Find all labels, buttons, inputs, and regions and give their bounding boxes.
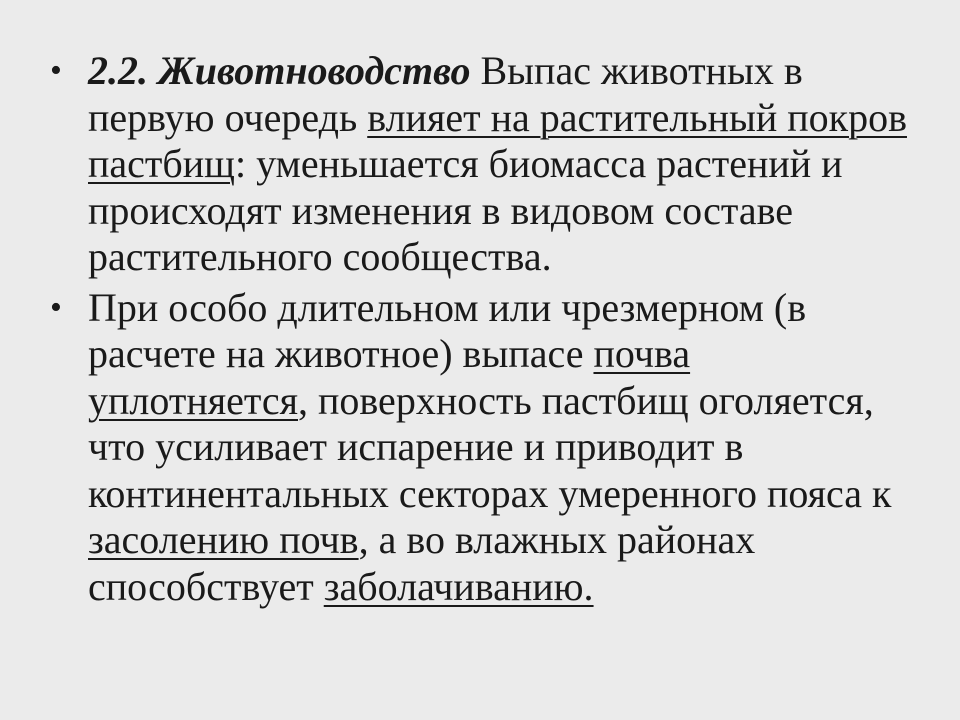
bullet-list — [50, 48, 910, 614]
underlined-term-vegetation-impact: влияет на растительный покров пастбищ — [88, 94, 907, 186]
body-text: При особо длительном или чрезмерном (в расчете на животное) выпасе — [88, 284, 807, 376]
body-text: , а во влажных районах способствует — [88, 517, 756, 609]
body-text: , поверхность пастбищ оголяется, что усиливает испарение и приводит в континентальных секторах умеренного пояса к — [88, 377, 892, 516]
bullet-item-livestock — [50, 48, 910, 281]
section-heading: 2.2. Животноводство — [88, 48, 471, 93]
bullet-icon: • — [50, 52, 62, 89]
bullet-item-overgrazing — [50, 285, 910, 611]
underlined-term-soil-compaction: почва уплотняется — [88, 331, 691, 423]
body-text: Выпас животных в первую очередь — [88, 48, 803, 140]
bullet-icon: • — [50, 288, 62, 326]
underlined-term-waterlogging: заболачиванию. — [323, 563, 594, 609]
body-text: : уменьшается биомасса растений и происходят изменения в видовом составе растительного сообщества. — [88, 141, 843, 279]
underlined-term-soil-salinization: засолению почв — [88, 517, 359, 562]
